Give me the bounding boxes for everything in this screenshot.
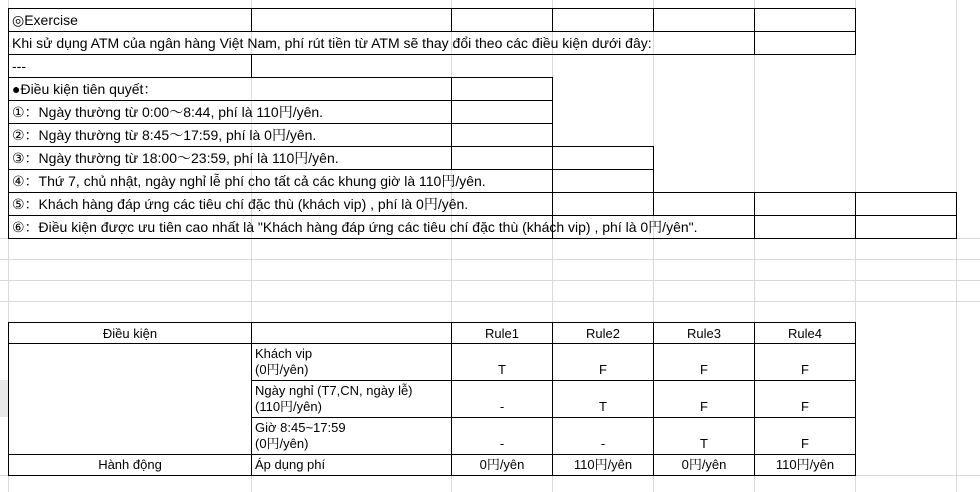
action-name[interactable]: Áp dụng phí	[255, 457, 326, 472]
hours-rule4-value[interactable]: F	[801, 436, 809, 451]
hours-rule2-value[interactable]: -	[600, 436, 606, 451]
rule-5-text[interactable]: ⑤：Khách hàng đáp ứng các tiêu chí đặc thù (khách vip) , phí là 0円/yên.	[12, 196, 469, 212]
condition-vip-label[interactable]	[255, 346, 312, 378]
condition-header[interactable]: Điều kiện	[102, 326, 158, 341]
rule-2-text[interactable]: ②：Ngày thường từ 8:45〜17:59, phí là 0円/yên.	[12, 127, 317, 143]
rule-header-3[interactable]: Rule3	[687, 326, 721, 341]
rule-1-text[interactable]: ①：Ngày thường từ 0:00〜8:44, phí là 110円/yên.	[12, 104, 324, 120]
condition-hours-line1: Giờ 8:45~17:59	[255, 420, 346, 435]
separator-text[interactable]: ---	[12, 58, 26, 74]
hours-rule3-value[interactable]: T	[700, 436, 708, 451]
rule-4-text[interactable]: ④：Thứ 7, chủ nhật, ngày nghỉ lễ phí cho tất cả các khung giờ là 110円/yên.	[12, 173, 486, 189]
holiday-rule4-value[interactable]: F	[801, 399, 809, 414]
holiday-rule3-value[interactable]: F	[700, 399, 708, 414]
vip-rule3-value[interactable]: F	[700, 362, 708, 377]
condition-hours-line2: (0円/yên)	[255, 436, 309, 451]
rule-3-text[interactable]: ③：Ngày thường từ 18:00〜23:59, phí là 110円/yên.	[12, 150, 339, 166]
condition-hours-label[interactable]	[255, 420, 346, 452]
vip-rule4-value[interactable]: F	[801, 362, 809, 377]
vip-rule1-value[interactable]: T	[498, 362, 506, 377]
holiday-rule1-value[interactable]: -	[499, 399, 505, 414]
holiday-rule2-value[interactable]: T	[599, 399, 607, 414]
rule-header-2[interactable]: Rule2	[586, 326, 620, 341]
rule-header-1[interactable]: Rule1	[485, 326, 519, 341]
rule-6-text[interactable]: ⑥：Điều kiện được ưu tiên cao nhất là "Khách hàng đáp ứng các tiêu chí đặc thù (khách vip) , phí là 0円/yên".	[12, 219, 698, 235]
condition-vip-line2: (0円/yên)	[255, 362, 309, 377]
prerequisite-heading[interactable]: ●Điều kiện tiên quyết：	[12, 81, 158, 97]
action-rule3-value[interactable]: 0円/yên	[681, 457, 727, 472]
intro-text[interactable]: Khi sử dụng ATM của ngân hàng Việt Nam, phí rút tiền từ ATM sẽ thay đổi theo các điều kiện dưới đây:	[12, 35, 652, 51]
hours-rule1-value[interactable]: -	[499, 436, 505, 451]
action-rule1-value[interactable]: 0円/yên	[479, 457, 525, 472]
condition-vip-line1: Khách vip	[255, 346, 313, 361]
action-rule4-value[interactable]: 110円/yên	[775, 457, 835, 472]
vip-rule2-value[interactable]: F	[599, 362, 607, 377]
action-rule2-value[interactable]: 110円/yên	[573, 457, 633, 472]
condition-holiday-line2: (110円/yên)	[255, 399, 322, 414]
action-label[interactable]: Hành động	[98, 457, 162, 472]
rule-header-4[interactable]: Rule4	[788, 326, 822, 341]
condition-holiday-line1: Ngày nghỉ (T7,CN, ngày lễ)	[255, 383, 413, 398]
condition-holiday-label[interactable]	[255, 383, 413, 415]
exercise-label[interactable]: ◎Exercise	[12, 12, 78, 28]
